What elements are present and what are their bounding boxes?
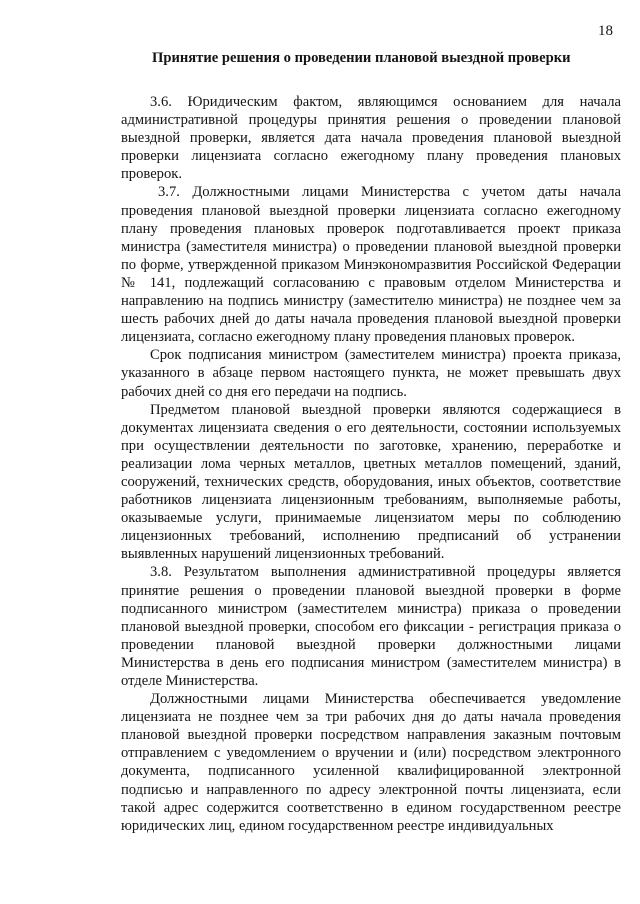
paragraph-inspection-subject: Предметом плановой выездной проверки являются содержащиеся в документах лицензиата сведения о его деятельности, состоянии используемых при осуществлении деятельности по заготовке, хранению, переработке и реализации лома черных металлов, цветных металлов помещений, зданий, сооружений, технических средств, оборудования, иных объектов, соответствие работников лицензиата лицензионным требованиям, выполняемые работы, оказываемые услуги, принимаемые лицензиатом меры по соблюдению лицензионных требований, исполнению предписаний об устранении выявленных нарушений лицензионных требований. bbox=[121, 401, 621, 563]
paragraph-3-6: 3.6. Юридическим фактом, являющимся основанием для начала административной процедуры принятия решения о проведении плановой выездной проверки, является дата начала проведения плановой выездной проверки лицензиата согласно ежегодному плану проведения плановых проверок. bbox=[121, 94, 621, 183]
paragraph-3-8: 3.8. Результатом выполнения административной процедуры является принятие решения о проведении плановой выездной проверки в форме подписанного министром (заместителем министра) приказа о проведении плановой выездной проверки, способом его фиксации - регистрация приказа о проведении плановой выездной проверки должностными лицами Министерства в день его подписания министром (заместителем министра) в отделе Министерства. bbox=[121, 564, 621, 689]
document-body bbox=[121, 93, 621, 835]
page-number: 18 bbox=[598, 23, 613, 39]
section-heading: Принятие решения о проведении плановой выездной проверки bbox=[152, 50, 571, 66]
paragraph-3-7: 3.7. Должностными лицами Министерства с учетом даты начала проведения плановой выездной проверки лицензиата согласно ежегодному плану проведения плановых проверок подготавливается проект приказа министра (заместителя министра) о проведении плановой выездной проверки по форме, утвержденной приказом Минэкономразвития Российской Федерации № 141, подлежащий согласованию с правовым отделом Министерства и направлению на подпись министру (заместителю министра) не позднее чем за шесть рабочих дней до даты начала проведения плановой выездной проверки лицензиата, согласно ежегодному плану проведения плановых проверок. bbox=[121, 184, 621, 346]
paragraph-signing-term: Срок подписания министром (заместителем министра) проекта приказа, указанного в абзаце первом настоящего пункта, не может превышать двух рабочих дней со дня его передачи на подпись. bbox=[121, 347, 621, 400]
paragraph-notification: Должностными лицами Министерства обеспечивается уведомление лицензиата не позднее чем за три рабочих дня до даты начала проведения плановой выездной проверки посредством направления заказным почтовым отправлением с уведомлением о вручении и (или) посредством электронного документа, подписанного усиленной квалифицированной электронной подписью и направленного по адресу электронной почты лицензиата, если такой адрес содержится соответственно в едином государственном реестре юридических лиц, едином государственном реестре индивидуальных bbox=[121, 691, 621, 834]
